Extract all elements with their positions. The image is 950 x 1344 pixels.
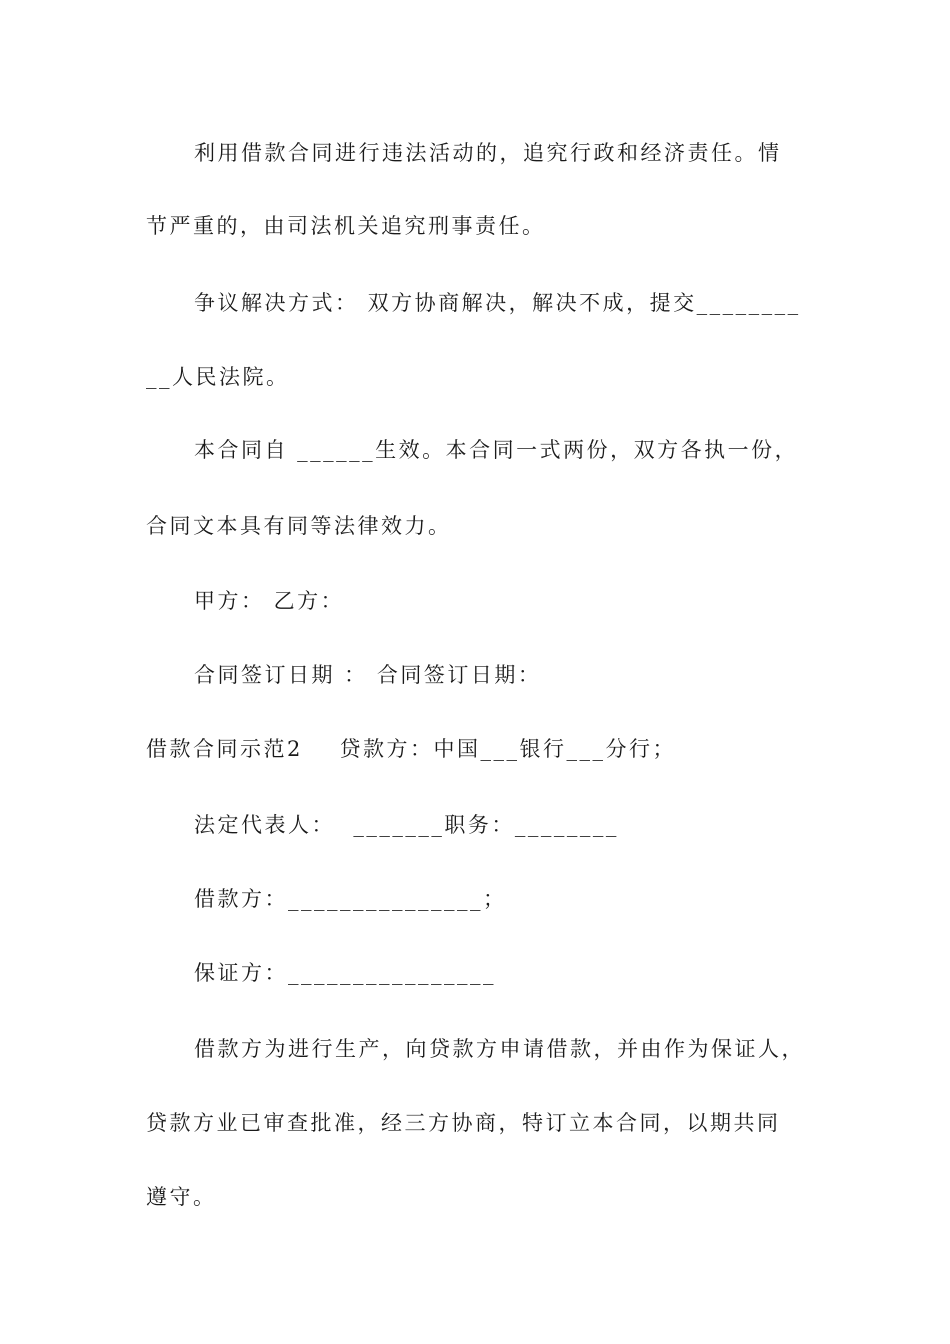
paragraph-line: 节严重的，由司法机关追究刑事责任。 <box>146 214 546 238</box>
paragraph-line: 贷款方业已审查批准，经三方协商，特订立本合同，以期共同 <box>146 1111 781 1135</box>
paragraph-line: 借款方为进行生产，向贷款方申请借款，并由作为保证人， <box>194 1037 805 1061</box>
paragraph-line: 合同文本具有同等法律效力。 <box>146 514 452 538</box>
signing-date-line: 合同签订日期 ： 合同签订日期： <box>194 663 542 687</box>
paragraph-line: 争议解决方式： 双方协商解决，解决不成，提交________ <box>194 291 801 315</box>
paragraph-line: 利用借款合同进行违法活动的，追究行政和经济责任。情 <box>194 141 782 165</box>
legal-rep-line: 法定代表人： _______职务：________ <box>194 813 619 837</box>
borrower-line: 借款方：_______________； <box>194 887 507 911</box>
section-heading-line: 借款合同示范2 贷款方：中国___银行___分行； <box>146 737 677 761</box>
guarantor-line: 保证方：________________ <box>194 961 496 985</box>
party-labels-line: 甲方： 乙方： <box>194 589 345 613</box>
paragraph-line: __人民法院。 <box>146 365 290 389</box>
paragraph-line: 遵守。 <box>146 1185 217 1209</box>
paragraph-line: 本合同自 ______生效。本合同一式两份，双方各执一份， <box>194 438 799 462</box>
